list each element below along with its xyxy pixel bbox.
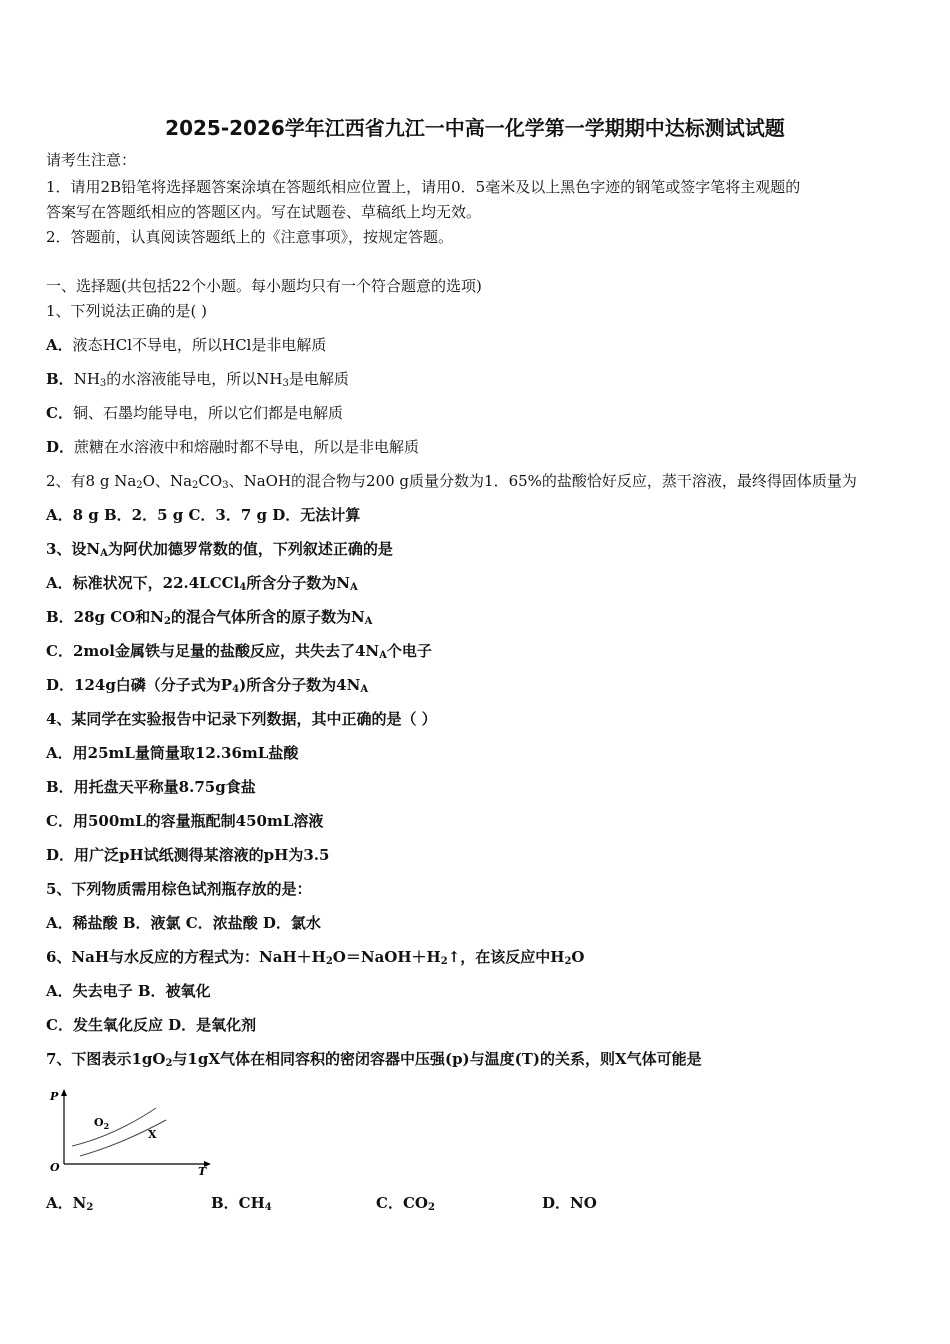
subscript: 2 bbox=[86, 1202, 94, 1213]
q6-options-2: C．发生氧化反应 D．是氧化剂 bbox=[46, 1016, 257, 1034]
text-part: C．CO bbox=[376, 1194, 428, 1212]
o2-label-text: O bbox=[94, 1116, 104, 1129]
subscript: 3 bbox=[99, 378, 107, 389]
text-part: CO bbox=[198, 472, 223, 490]
option-letter: C． bbox=[46, 404, 73, 422]
q4-option-b: B．用托盘天平称量8.75g食盐 bbox=[46, 778, 256, 796]
text-part: 的水溶液能导电，所以NH bbox=[106, 370, 283, 388]
text-part: 所含分子数为N bbox=[246, 574, 350, 592]
q6-stem bbox=[46, 947, 584, 967]
text-part: O bbox=[571, 948, 585, 966]
subscript: A bbox=[360, 684, 369, 695]
subscript: 2 bbox=[165, 1058, 173, 1069]
page-title: 2025-2026学年江西省九江一中高一化学第一学期期中达标测试试题 bbox=[165, 116, 785, 140]
text-part: C．2mol金属铁与足量的盐酸反应，共失去了4N bbox=[46, 642, 380, 660]
x-curve-label: X bbox=[148, 1128, 157, 1141]
text-part: 的混合气体所含的原子数为N bbox=[170, 608, 365, 626]
q6-options-1: A．失去电子 B．被氧化 bbox=[46, 982, 211, 1000]
text-part: 是电解质 bbox=[288, 370, 349, 388]
subscript: 4 bbox=[232, 684, 240, 695]
subscript: A bbox=[379, 650, 387, 661]
q1-option-d bbox=[46, 437, 419, 457]
q2-options: A．8 g B．2．5 g C．3．7 g D．无法计算 bbox=[46, 506, 361, 524]
q3-option-b bbox=[46, 607, 372, 627]
text-part: D．124g白磷（分子式为P bbox=[46, 676, 233, 694]
text-part: )所含分子数为4N bbox=[239, 676, 361, 694]
q2-stem bbox=[46, 471, 857, 491]
subscript: 2 bbox=[440, 956, 448, 967]
text-part: A．标准状况下，22.4LCCl bbox=[46, 574, 240, 592]
pressure-temperature-graph bbox=[44, 1086, 220, 1178]
subscript: A bbox=[100, 548, 108, 559]
option-letter: B． bbox=[46, 370, 74, 388]
q7-option-c bbox=[376, 1192, 435, 1213]
text-part: 7、下图表示1gO bbox=[46, 1050, 166, 1068]
text-part: 6、NaH与水反应的方程式为：NaH＋H bbox=[46, 948, 326, 966]
q5-options: A．稀盐酸 B．液氯 C．浓盐酸 D．氯水 bbox=[46, 914, 321, 932]
y-axis-label: P bbox=[50, 1090, 59, 1103]
subscript: A bbox=[364, 616, 373, 627]
text-part: 为阿伏加德罗常数的值，下列叙述正确的是 bbox=[107, 540, 393, 558]
subscript: 2 bbox=[163, 616, 171, 627]
subscript: 3 bbox=[222, 480, 229, 491]
text-part: O＝NaOH＋H bbox=[332, 948, 441, 966]
text-part: 2、有8 g Na bbox=[46, 472, 137, 490]
option-text: 蔗糖在水溶液中和熔融时都不导电，所以是非电解质 bbox=[74, 438, 420, 456]
text-part: B．CH bbox=[211, 1194, 265, 1212]
q4-option-d: D．用广泛pH试纸测得某溶液的pH为3.5 bbox=[46, 846, 330, 864]
text-part: ↑，在该反应中H bbox=[447, 948, 565, 966]
q1-stem: 1、下列说法正确的是( ) bbox=[46, 302, 208, 320]
q7-stem bbox=[46, 1049, 702, 1069]
subscript: 4 bbox=[264, 1202, 272, 1213]
notice-line-1a: 1．请用2B铅笔将选择题答案涂填在答题纸相应位置上，请用0．5毫米及以上黑色字迹的钢笔或签字笔将主观题的 bbox=[46, 178, 801, 196]
q5-stem: 5、下列物质需用棕色试剂瓶存放的是： bbox=[46, 880, 312, 898]
q7-option-a bbox=[46, 1192, 93, 1213]
text-part: 3、设N bbox=[46, 540, 101, 558]
q4-option-c: C．用500mL的容量瓶配制450mL溶液 bbox=[46, 812, 324, 830]
option-text: 铜、石墨均能导电，所以它们都是电解质 bbox=[72, 404, 343, 422]
text-part: 与1gX气体在相同容积的密闭容器中压强(p)与温度(T)的关系，则X气体可能是 bbox=[172, 1050, 702, 1068]
q7-option-d: D．NO bbox=[542, 1194, 597, 1212]
subscript: A bbox=[349, 582, 358, 593]
text-part: 个电子 bbox=[386, 642, 432, 660]
notice-heading: 请考生注意： bbox=[46, 151, 137, 169]
y-axis-arrow bbox=[61, 1089, 67, 1096]
q3-option-c bbox=[46, 641, 432, 661]
q7-option-b bbox=[211, 1192, 272, 1213]
o2-curve bbox=[72, 1108, 156, 1146]
o2-curve-label bbox=[94, 1116, 109, 1131]
text-part: 、NaOH的混合物与200 g质量分数为1．65%的盐酸恰好反应，蒸干溶液，最终得固体质量为 bbox=[228, 472, 857, 490]
q4-option-a: A．用25mL量筒量取12.36mL盐酸 bbox=[46, 744, 299, 762]
q1-option-b bbox=[46, 369, 349, 389]
option-letter: A． bbox=[46, 336, 73, 354]
text-part: NH bbox=[73, 370, 100, 388]
section-heading: 一、选择题(共包括22个小题。每小题均只有一个符合题意的选项) bbox=[46, 277, 482, 295]
text-part: B．28g CO和N bbox=[46, 608, 164, 626]
subscript: 2 bbox=[427, 1202, 435, 1213]
option-letter: D． bbox=[46, 438, 75, 456]
subscript: 2 bbox=[564, 956, 572, 967]
option-text: 液态HCl不导电，所以HCl是非电解质 bbox=[72, 336, 327, 354]
o2-label-sub: 2 bbox=[103, 1121, 110, 1131]
subscript: 2 bbox=[192, 480, 199, 491]
q3-option-d bbox=[46, 675, 368, 695]
subscript: 4 bbox=[239, 582, 247, 593]
subscript: 2 bbox=[136, 480, 143, 491]
notice-line-1b: 答案写在答题纸相应的答题区内。写在试题卷、草稿纸上均无效。 bbox=[46, 203, 482, 221]
q3-option-a bbox=[46, 573, 358, 593]
subscript: 2 bbox=[325, 956, 333, 967]
subscript: 3 bbox=[282, 378, 289, 389]
q1-option-c bbox=[46, 403, 343, 423]
q4-stem: 4、某同学在实验报告中记录下列数据，其中正确的是（ ） bbox=[46, 710, 437, 728]
notice-line-2: 2．答题前，认真阅读答题纸上的《注意事项》，按规定答题。 bbox=[46, 228, 454, 246]
q1-option-a bbox=[46, 335, 326, 355]
q3-stem bbox=[46, 539, 393, 559]
origin-label: O bbox=[50, 1161, 60, 1174]
x-axis-label: T bbox=[198, 1165, 207, 1178]
text-part: O、Na bbox=[142, 472, 193, 490]
text-part: A．N bbox=[46, 1194, 87, 1212]
